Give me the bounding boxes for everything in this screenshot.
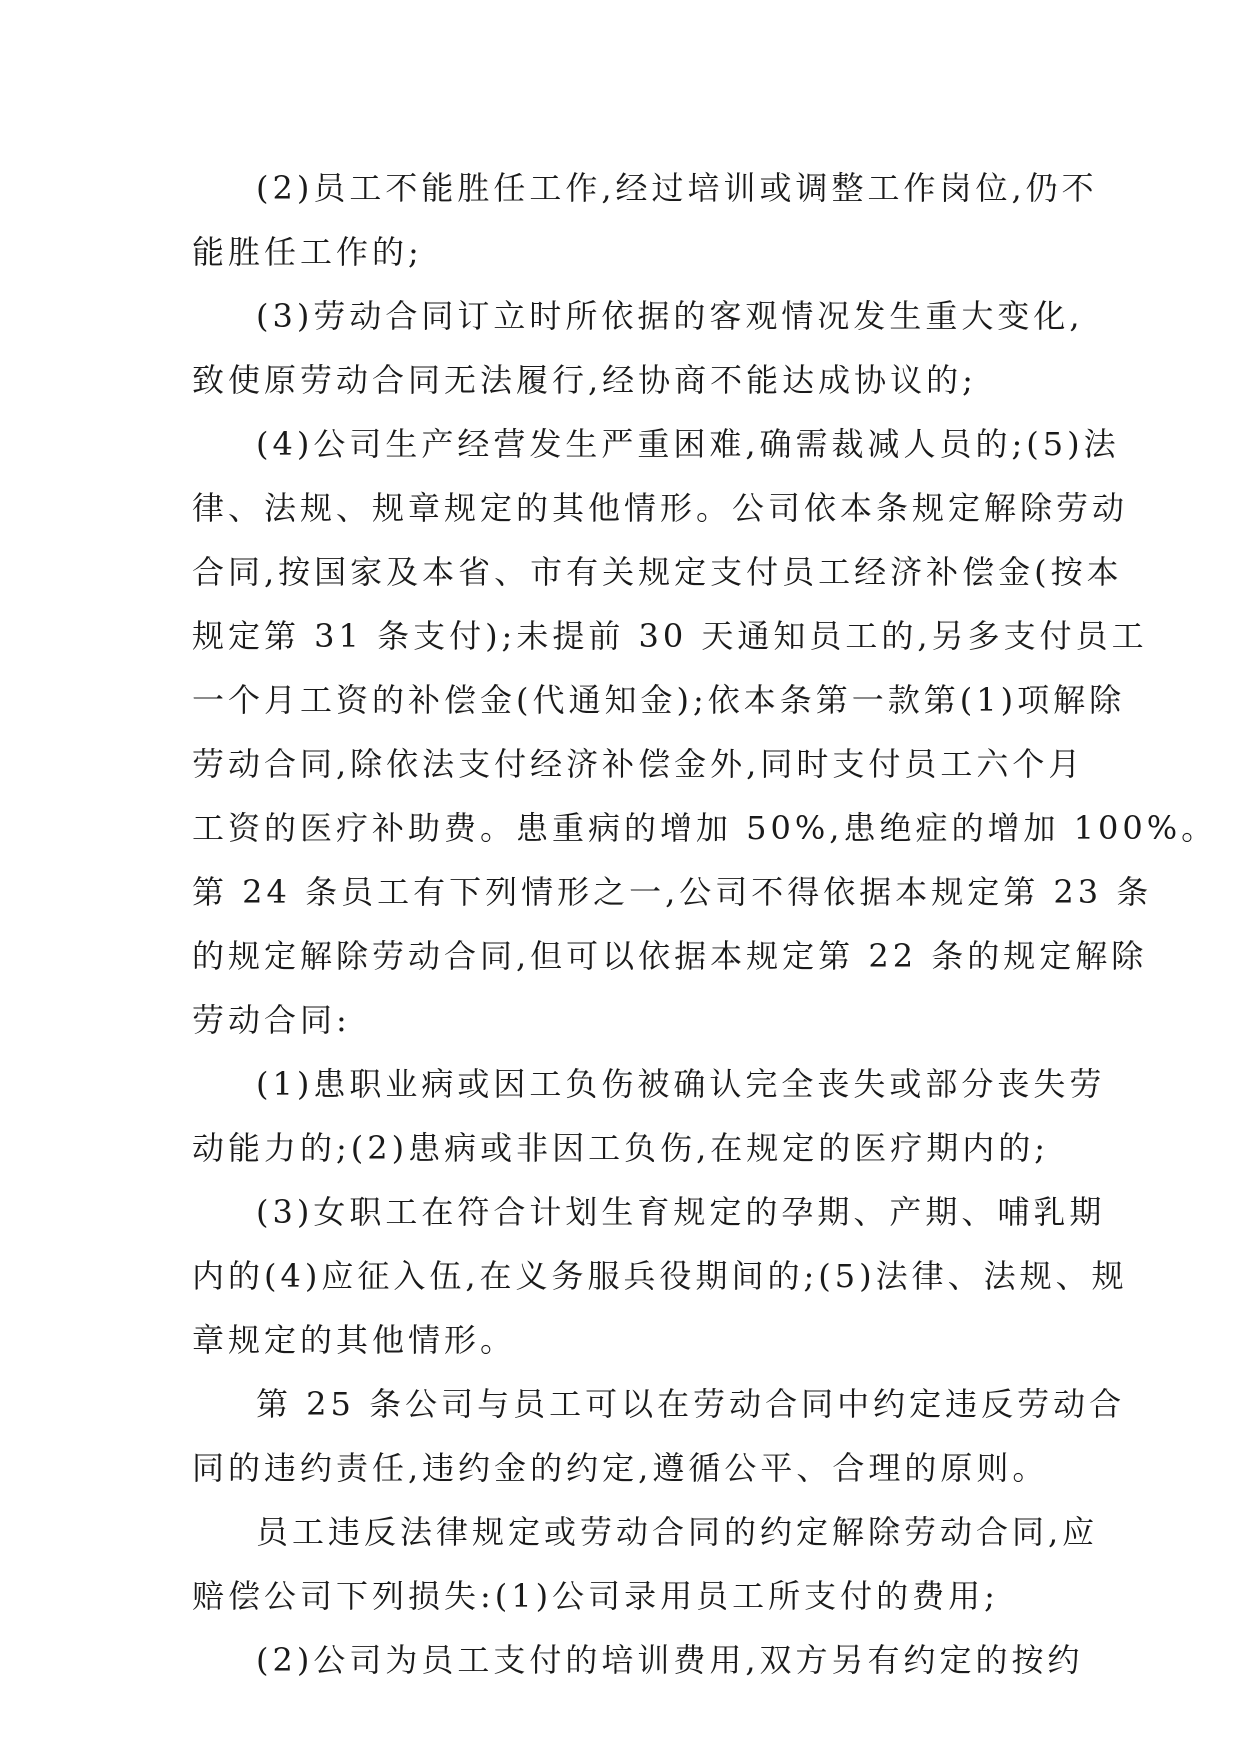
text-line: 致使原劳动合同无法履行,经协商不能达成协议的; — [192, 361, 977, 399]
text-line: 律、法规、规章规定的其他情形。公司依本条规定解除劳动 — [192, 489, 1129, 527]
text-line: 的规定解除劳动合同,但可以依据本规定第 22 条的规定解除 — [192, 937, 1148, 975]
text-line: 章规定的其他情形。 — [192, 1321, 517, 1359]
text-line: 劳动合同: — [192, 1001, 351, 1039]
text-line: 员工违反法律规定或劳动合同的约定解除劳动合同,应 — [256, 1513, 1099, 1551]
text-line: 赔偿公司下列损失:(1)公司录用员工所支付的费用; — [192, 1577, 999, 1615]
text-line: 第 24 条员工有下列情形之一,公司不得依据本规定第 23 条 — [192, 873, 1153, 911]
text-line: 能胜任工作的; — [192, 233, 423, 271]
text-line: 同的违约责任,违约金的约定,遵循公平、合理的原则。 — [192, 1449, 1049, 1487]
text-line: (4)公司生产经营发生严重困难,确需裁减人员的;(5)法 — [256, 425, 1120, 463]
text-line: 动能力的;(2)患病或非因工负伤,在规定的医疗期内的; — [192, 1129, 1050, 1167]
text-line: 第 25 条公司与员工可以在劳动合同中约定违反劳动合 — [256, 1385, 1126, 1423]
text-line: (3)女职工在符合计划生育规定的孕期、产期、哺乳期 — [256, 1193, 1106, 1231]
text-line: (1)患职业病或因工负伤被确认完全丧失或部分丧失劳 — [256, 1065, 1106, 1103]
text-line: (2)公司为员工支付的培训费用,双方另有约定的按约 — [256, 1641, 1084, 1679]
text-line: 合同,按国家及本省、市有关规定支付员工经济补偿金(按本 — [192, 553, 1123, 591]
text-line: (2)员工不能胜任工作,经过培训或调整工作岗位,仍不 — [256, 169, 1098, 207]
text-line: 工资的医疗补助费。患重病的增加 50%,患绝症的增加 100%。 — [192, 809, 1218, 847]
text-line: 内的(4)应征入伍,在义务服兵役期间的;(5)法律、法规、规 — [192, 1257, 1128, 1295]
text-line: 一个月工资的补偿金(代通知金);依本条第一款第(1)项解除 — [192, 681, 1126, 719]
text-line: 劳动合同,除依法支付经济补偿金外,同时支付员工六个月 — [192, 745, 1085, 783]
text-line: 规定第 31 条支付);未提前 30 天通知员工的,另多支付员工 — [192, 617, 1148, 655]
document-body — [192, 156, 1218, 1692]
text-line: (3)劳动合同订立时所依据的客观情况发生重大变化, — [256, 297, 1084, 335]
